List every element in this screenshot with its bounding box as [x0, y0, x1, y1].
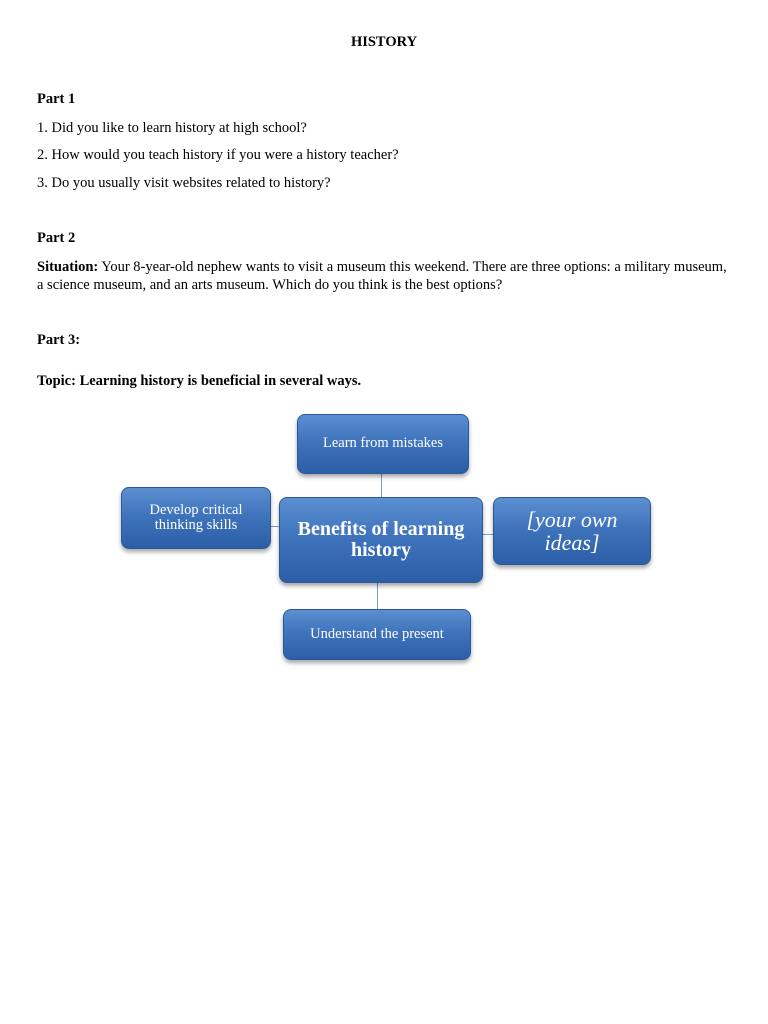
node-critical-thinking: Develop critical thinking skills	[121, 487, 271, 549]
part1-question-3: 3. Do you usually visit websites related to history?	[37, 175, 331, 191]
part1-heading: Part 1	[37, 91, 76, 107]
part2-heading: Part 2	[37, 230, 76, 246]
connector-top	[381, 474, 382, 498]
part3-heading: Part 3:	[37, 332, 81, 348]
connector-left	[271, 526, 279, 527]
node-learn-from-mistakes: Learn from mistakes	[297, 414, 469, 474]
node-center-benefits: Benefits of learning history	[279, 497, 483, 583]
situation-label: Situation:	[37, 259, 99, 275]
part2-situation	[37, 258, 731, 294]
part3-topic: Topic: Learning history is beneficial in several ways.	[37, 373, 362, 389]
situation-text: Your 8-year-old nephew wants to visit a museum this weekend. There are three options: a military museum, a science museum, and an arts museum. Which do you think is the best options?	[37, 259, 727, 293]
page-title: HISTORY	[350, 34, 418, 50]
node-understand-present: Understand the present	[283, 609, 471, 660]
node-your-own-ideas: [your own ideas]	[493, 497, 651, 565]
part1-question-2: 2. How would you teach history if you were a history teacher?	[37, 147, 399, 163]
connector-bottom	[377, 583, 378, 609]
part1-question-1: 1. Did you like to learn history at high school?	[37, 120, 307, 136]
